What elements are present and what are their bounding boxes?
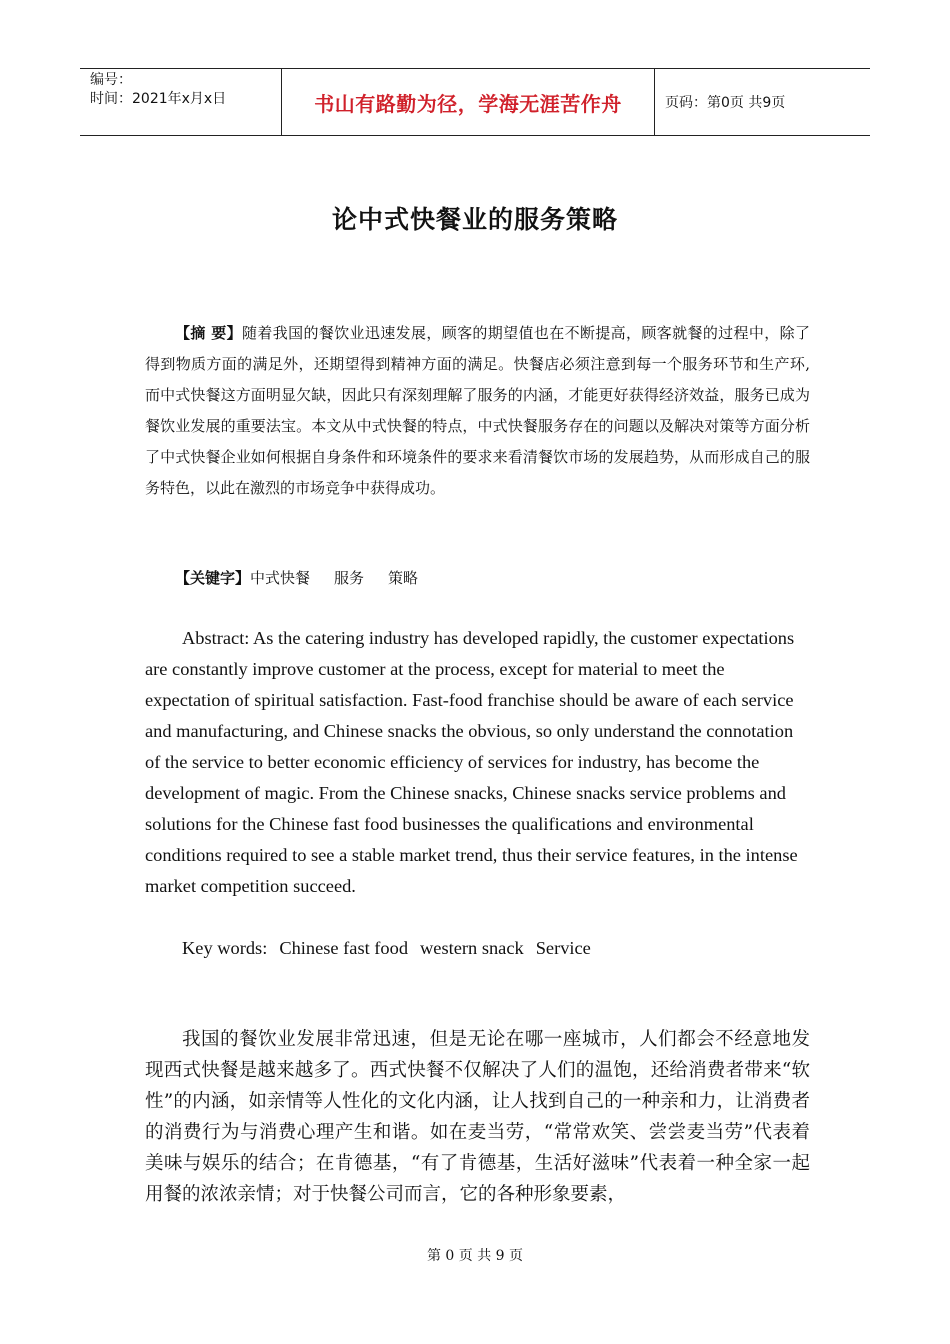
abstract-text: 随着我国的餐饮业迅速发展，顾客的期望值也在不断提高，顾客就餐的过程中，除了得到物质方面的满足外，还期望得到精神方面的满足。快餐店必须注意到每一个服务环节和生产环, 而中式快餐这方面明显欠缺，因此只有深刻理解了服务的内涵，才能更好获得经济效益，服务已成为餐饮业发展的重要法宝。本文从中式快餐的特点，中式快餐服务存在的问题以及解决对策等方面分析了中式快餐企业如何根据自身条件和环境条件的要求来看清餐饮市场的发展趋势，从而形成自己的服务特色，以此在激烈的市场竞争中获得成功。 (145, 324, 810, 497)
header-meta (80, 69, 281, 135)
time-label: 时间：2021年x月x日 (90, 91, 227, 107)
page-header (80, 68, 870, 136)
english-keywords (182, 934, 802, 962)
chinese-abstract (145, 318, 810, 504)
keyword-en: Service (535, 938, 591, 958)
keyword-en: Chinese fast food (279, 938, 409, 958)
english-abstract: Abstract: As the catering industry has developed rapidly, the customer expectations are constantly improve customer at the process, except for material to meet the expectation of spiritual satisfaction. Fast-food franchise should be aware of each service and manufacturing, and Chinese snacks the obvious, so only understand the connotation of the service to better economic efficiency of services for industry, has become the development of magic. From the Chinese snacks, Chinese snacks service problems and solutions for the Chinese fast food businesses the qualifications and environmental conditions required to see a stable market trend, thus their service features, in the intense market competition succeed. (145, 628, 798, 896)
keyword: 服务 (334, 569, 365, 587)
keyword: 中式快餐 (250, 569, 311, 587)
chinese-keywords (175, 566, 775, 590)
number-label: 编号： (90, 72, 132, 88)
keyword: 策略 (388, 569, 419, 587)
keywords-en-label: Key words: (182, 938, 268, 958)
keyword-en: western snack (420, 938, 524, 958)
body-paragraph: 我国的餐饮业发展非常迅速，但是无论在哪一座城市，人们都会不经意地发现西式快餐是越来越多了。西式快餐不仅解决了人们的温饱，还给消费者带来“软性”的内涵，如亲情等人性化的文化内涵，让人找到自己的一种亲和力，让消费者的消费行为与消费心理产生和谐。如在麦当劳，“常常欢笑、尝尝麦当劳”代表着美味与娱乐的结合；在肯德基，“有了肯德基，生活好滋味”代表着一种全家一起用餐的浓浓亲情；对于快餐公司而言，它的各种形象要素， (145, 1029, 810, 1205)
abstract-label: 【摘 要】 (175, 324, 243, 342)
keywords-label: 【关键字】 (175, 569, 251, 587)
page-footer: 第 0 页 共 9 页 (426, 1248, 524, 1264)
document-title: 论中式快餐业的服务策略 (331, 205, 618, 234)
header-page-code: 页码：第0页 共9页 (665, 95, 786, 111)
header-motto: 书山有路勤为径，学海无涯苦作舟 (281, 69, 655, 135)
